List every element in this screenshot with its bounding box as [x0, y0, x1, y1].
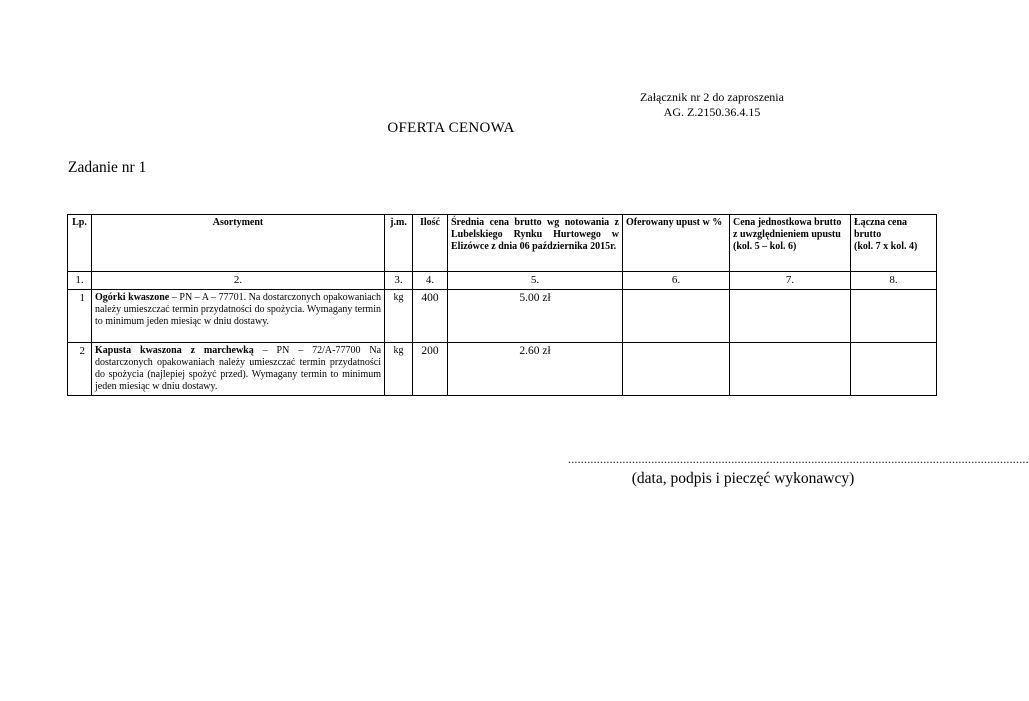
row-asortyment — [92, 290, 385, 343]
header-upust: Oferowany upust w % — [623, 215, 730, 272]
header-lp: Lp. — [68, 215, 92, 272]
row-laczna-cell[interactable] — [851, 343, 937, 396]
row-lp: 1 — [68, 290, 92, 343]
row-lp: 2 — [68, 343, 92, 396]
column-number: 1. — [68, 272, 92, 290]
row-asortyment — [92, 343, 385, 396]
row-srednia-cena: 2.60 zł — [448, 343, 623, 396]
header-cena-jednostkowa: Cena jednostkowa brutto z uwzględnieniem upustu (kol. 5 – kol. 6) — [730, 215, 851, 272]
column-number: 6. — [623, 272, 730, 290]
product-name: Ogórki kwaszone — [95, 292, 170, 303]
column-number: 8. — [851, 272, 937, 290]
header-jm: j.m. — [385, 215, 413, 272]
header-row — [68, 215, 937, 272]
header-laczna-cena — [851, 215, 937, 272]
header-srednia-cena: Średnia cena brutto wg notowania z Lubelskiego Rynku Hurtowego w Elizówce z dnia 06 października 2015r. — [448, 215, 623, 272]
row-upust-cell[interactable] — [623, 290, 730, 343]
signature-caption: (data, podpis i pieczęć wykonawcy) — [631, 470, 855, 487]
column-number: 4. — [413, 272, 448, 290]
row-ilosc: 400 — [413, 290, 448, 343]
task-heading: Zadanie nr 1 — [68, 159, 147, 176]
product-name: Kapusta kwaszona z marchewką — [95, 345, 254, 356]
row-ilosc: 200 — [413, 343, 448, 396]
column-number: 2. — [92, 272, 385, 290]
row-srednia-cena: 5.00 zł — [448, 290, 623, 343]
row-jm: kg — [385, 290, 413, 343]
row-upust-cell[interactable] — [623, 343, 730, 396]
column-number: 5. — [448, 272, 623, 290]
table-row — [68, 290, 937, 343]
row-jm: kg — [385, 343, 413, 396]
document-title: OFERTA CENOWA — [387, 120, 515, 136]
annex-line-1: Załącznik nr 2 do zaproszenia — [640, 90, 784, 104]
header-laczna-line-1: Łączna cena brutto — [854, 217, 908, 240]
price-offer-table — [67, 214, 937, 396]
header-laczna-line-2: (kol. 7 x kol. 4) — [854, 241, 918, 252]
product-description: – PN – 72/A-77700 Na dostarczonych opakowaniach należy umieszczać termin przydatności do spożycia (najlepiej spożyć przed). Wymagany termin to minimum jeden miesiąc w dniu dostawy. — [95, 345, 382, 392]
product-description: – PN – A – 77701. Na dostarczonych opakowaniach należy umieszczać termin przydatności do spożycia. Wymagany termin to minimum jeden miesiąc w dniu dostawy. — [95, 292, 381, 327]
column-number: 3. — [385, 272, 413, 290]
annex-reference — [582, 90, 842, 120]
header-ilosc: Ilość — [413, 215, 448, 272]
signature-line: ................................................................................................................................................ — [568, 452, 1029, 466]
row-cena-cell[interactable] — [730, 290, 851, 343]
table-row — [68, 343, 937, 396]
row-laczna-cell[interactable] — [851, 290, 937, 343]
column-number-row — [68, 272, 937, 290]
header-asortyment: Asortyment — [92, 215, 385, 272]
row-cena-cell[interactable] — [730, 343, 851, 396]
column-number: 7. — [730, 272, 851, 290]
annex-line-2: AG. Z.2150.36.4.15 — [663, 105, 761, 119]
